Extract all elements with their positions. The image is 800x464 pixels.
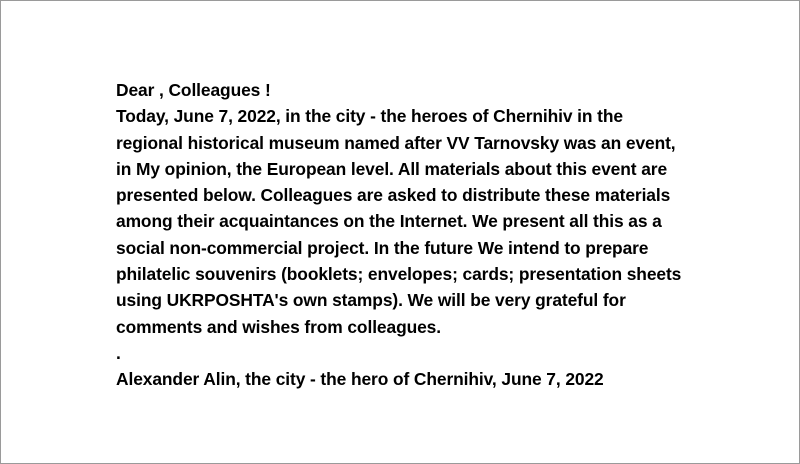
body-line-1: Today, June 7, 2022, in the city - the heroes of Chernihiv in the xyxy=(116,106,623,127)
body-line-3: in My opinion, the European level. All materials about this event are xyxy=(116,158,668,179)
body-line-8: using UKRPOSHTA's own stamps). We will be very grateful for xyxy=(116,290,626,311)
letter-text xyxy=(116,77,786,393)
body-line-2: regional historical museum named after VV Tarnovsky was an event, xyxy=(116,132,676,153)
separator-dot: . xyxy=(116,342,121,363)
body-line-4: presented below. Colleagues are asked to distribute these materials xyxy=(116,185,671,206)
body-line-6: social non-commercial project. In the future We intend to prepare xyxy=(116,237,649,258)
body-line-5: among their acquaintances on the Internet. We present all this as a xyxy=(116,211,662,232)
body-line-7: philatelic souvenirs (booklets; envelopes; cards; presentation sheets xyxy=(116,264,682,285)
signature: Alexander Alin, the city - the hero of Chernihiv, June 7, 2022 xyxy=(116,369,604,390)
greeting: Dear , Colleagues ! xyxy=(116,80,271,100)
body-line-9: comments and wishes from colleagues. xyxy=(116,316,441,337)
